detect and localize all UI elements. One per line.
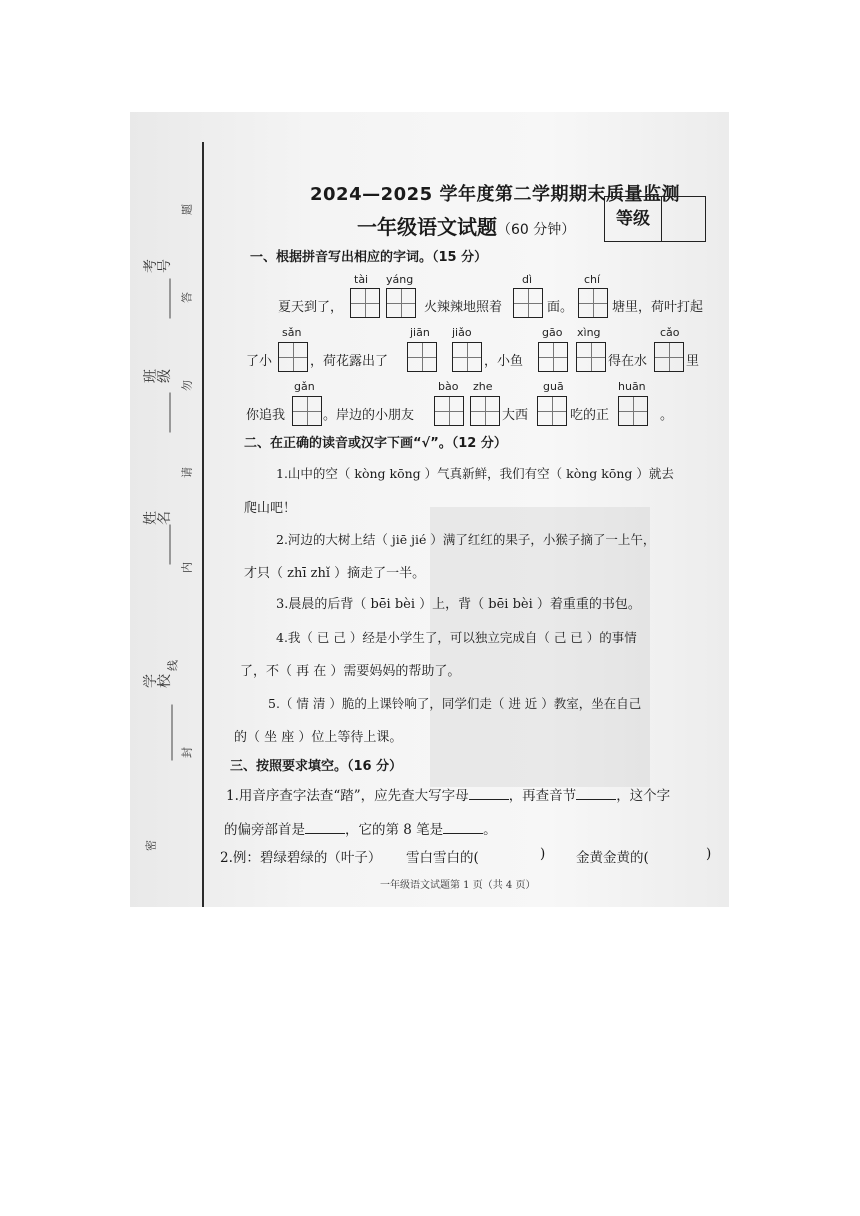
exam-subtitle [357, 211, 575, 240]
pinyin: yáng [386, 273, 414, 286]
text: 的偏旁部首是 [224, 822, 305, 838]
pinyin: cǎo [660, 326, 680, 339]
seal-char: 题 [180, 204, 194, 215]
char-box[interactable] [386, 288, 416, 318]
char-box[interactable] [578, 288, 608, 318]
xuexiao-underline [172, 705, 173, 761]
question-text: 4.我（ 已 己 ）经是小学生了，可以独立完成自（ 己 已 ）的事情 [276, 630, 637, 645]
grade-box [604, 196, 706, 242]
section1-heading: 一、根据拼音写出相应的字词。（15 分） [250, 250, 488, 265]
pinyin: gǎn [294, 380, 315, 393]
text: 。 [660, 408, 674, 423]
text: 面。 [547, 300, 574, 315]
char-box[interactable] [513, 288, 543, 318]
text: ，荷花露出了 [310, 354, 389, 369]
xuexiao-label: 学校 [143, 674, 173, 688]
question-text: 的（ 坐 座 ）位上等待上课。 [234, 730, 403, 745]
question-text: 才只（ zhī zhǐ ）摘走了一半。 [244, 566, 426, 581]
seal-char: 答 [180, 292, 194, 303]
text: 。岸边的小朋友 [323, 408, 415, 423]
char-box[interactable] [654, 342, 684, 372]
scan-shadow [430, 507, 650, 787]
question-text: 2.例：碧绿碧绿的（叶子） [220, 850, 382, 866]
char-box[interactable] [618, 396, 648, 426]
char-box[interactable] [576, 342, 606, 372]
question-text: 2.河边的大树上结（ jiē jié ）满了红红的果子，小猴子摘了一上午， [276, 532, 656, 547]
kaohao-label: 考号 [143, 259, 173, 273]
char-box[interactable] [537, 396, 567, 426]
text: ，小鱼 [484, 354, 524, 369]
text: 里 [686, 354, 700, 369]
answer-blank[interactable] [469, 799, 509, 800]
pinyin: jiān [410, 326, 430, 339]
question-text: 1.山中的空（ kòng kōng ）气真新鲜，我们有空（ kòng kōng ）就去 [276, 466, 674, 481]
question-text: 雪白雪白的( [406, 850, 479, 866]
pinyin: huān [618, 380, 646, 393]
answer-blank[interactable] [576, 799, 616, 800]
question-text: 了，不（ 再 在 ）需要妈妈的帮助了。 [240, 664, 461, 679]
pinyin: zhe [473, 380, 493, 393]
pinyin: sǎn [282, 326, 302, 339]
text: 1.用音序查字法查“踏”，应先查大写字母 [226, 788, 469, 804]
question-text [224, 818, 497, 838]
xingming-label: 姓名 [143, 511, 173, 525]
text: ，再查音节 [508, 788, 577, 804]
text: 得在水 [608, 354, 648, 369]
char-box[interactable] [278, 342, 308, 372]
text: 夏天到了， [278, 300, 344, 315]
answer-blank[interactable] [305, 833, 345, 834]
text: 吃的正 [570, 408, 610, 423]
pinyin: tài [354, 273, 369, 286]
xingming-underline [170, 525, 171, 565]
char-box[interactable] [350, 288, 380, 318]
text: ，这个字 [616, 788, 671, 804]
section2-heading: 二、在正确的读音或汉字下画“√”。（12 分） [244, 436, 507, 451]
char-box[interactable] [434, 396, 464, 426]
subject-title: 一年级语文试题 [357, 215, 497, 239]
binding-line [202, 142, 204, 907]
pinyin: bào [438, 380, 459, 393]
question-text: ) [706, 846, 712, 862]
text: 大西 [502, 408, 529, 423]
page-footer: 一年级语文试题第 1 页（共 4 页） [380, 880, 536, 891]
pinyin: jiǎo [452, 326, 472, 339]
question-text: 5.（ 情 清 ）脆的上课铃响了，同学们走（ 进 近 ）教室，坐在自己 [268, 696, 642, 711]
pinyin: guā [543, 380, 564, 393]
text: 你追我 [246, 408, 286, 423]
text: ，它的第 8 笔是 [345, 822, 444, 838]
question-text: 爬山吧！ [244, 501, 297, 516]
seal-char: 勿 [180, 380, 194, 391]
seal-char: 封 [180, 747, 194, 758]
text: 塘里，荷叶打起 [612, 300, 704, 315]
seal-char: 请 [180, 467, 194, 478]
banji-underline [170, 393, 171, 433]
answer-blank[interactable] [443, 833, 483, 834]
kaohao-underline [170, 279, 171, 319]
text: 了小 [246, 354, 273, 369]
seal-char: 内 [180, 562, 194, 573]
char-box[interactable] [292, 396, 322, 426]
grade-label: 等级 [605, 197, 662, 241]
char-box[interactable] [452, 342, 482, 372]
char-box[interactable] [538, 342, 568, 372]
exam-paper [130, 112, 729, 907]
pinyin: chí [584, 273, 601, 286]
time-limit: （60 分钟） [497, 222, 576, 238]
char-box[interactable] [470, 396, 500, 426]
pinyin: xìng [577, 326, 601, 339]
question-text [226, 784, 670, 804]
pinyin: gāo [542, 326, 563, 339]
question-text: ) [540, 846, 546, 862]
exam-title: 2024—2025 学年度第二学期期末质量监测 [310, 184, 680, 205]
banji-label: 班级 [143, 369, 173, 383]
char-box[interactable] [407, 342, 437, 372]
text: 。 [483, 822, 497, 838]
pinyin: dì [522, 273, 533, 286]
question-text: 金黄金黄的( [576, 850, 649, 866]
seal-char: 密 [144, 840, 158, 851]
question-text: 3.晨晨的后背（ bēi bèi ）上，背（ bēi bèi ）着重重的书包。 [276, 597, 641, 612]
text: 火辣辣地照着 [424, 300, 503, 315]
seal-char: 线 [166, 660, 180, 671]
section3-heading: 三、按照要求填空。（16 分） [230, 759, 403, 774]
